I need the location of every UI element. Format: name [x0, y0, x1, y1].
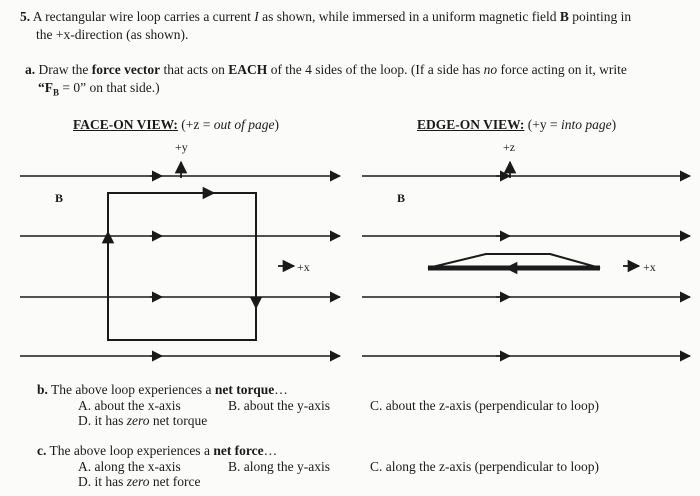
part-c-option-a[interactable]: A. along the x-axis — [78, 459, 181, 474]
face-field-label: B — [55, 191, 64, 205]
edge-axis-label-z: +z — [503, 140, 516, 154]
face-wire-loop — [108, 193, 256, 340]
problem-number: 5. — [20, 9, 31, 24]
part-a-bold-1: force vector — [91, 62, 161, 77]
part-a-text-2: that acts on — [160, 62, 229, 77]
part-c-option-b[interactable]: B. along the y-axis — [228, 459, 330, 474]
part-b-text: The above loop experiences a — [47, 382, 215, 397]
part-c-ellipsis: … — [263, 443, 278, 458]
face-axis-label-y: +y — [175, 140, 188, 154]
problem-statement-line2: the +x-direction (as shown). — [36, 27, 189, 42]
part-b-option-d-italic: zero — [126, 413, 150, 428]
edge-view-title: EDGE-ON VIEW: — [417, 117, 525, 132]
part-b-stem — [37, 382, 288, 398]
problem-text-2: as shown, while immersed in a uniform magnetic field — [258, 9, 560, 24]
edge-axis-label-x: +x — [643, 260, 656, 274]
edge-view-note-italic: into page — [561, 117, 612, 132]
edge-view-note-close: ) — [611, 117, 617, 132]
part-b-ellipsis: … — [274, 382, 288, 397]
part-b-option-b[interactable]: B. about the y-axis — [228, 398, 330, 413]
face-axis-label-x: +x — [297, 260, 310, 274]
part-c-option-c[interactable]: C. along the z-axis (perpendicular to loop) — [370, 459, 600, 474]
part-b-option-d-suffix: net torque — [149, 413, 208, 428]
part-b-option-d[interactable] — [78, 413, 207, 429]
part-c-option-d[interactable] — [78, 474, 200, 490]
part-b-option-d-prefix: D. it has — [78, 413, 127, 428]
part-c-text: The above loop experiences a — [46, 443, 214, 458]
face-current-arrows — [108, 193, 256, 308]
problem-text: A rectangular wire loop carries a current — [32, 9, 255, 24]
part-c-option-d-suffix: net force — [149, 474, 201, 489]
current-symbol: I — [254, 9, 259, 24]
part-a-italic: no — [483, 62, 498, 77]
problem-text-3: pointing in — [568, 9, 632, 24]
part-a-text: Draw the — [35, 62, 92, 77]
part-a-bold-2: EACH — [228, 62, 268, 77]
part-b-option-a[interactable]: A. about the x-axis — [78, 398, 181, 413]
force-subscript: B — [53, 87, 60, 98]
face-view-title: FACE-ON VIEW: — [73, 117, 178, 132]
part-a-text-4: force acting on it, write — [497, 62, 627, 77]
part-c-option-d-italic: zero — [126, 474, 150, 489]
part-c-label: c. — [37, 443, 47, 458]
part-b-bold: net torque — [214, 382, 275, 397]
part-c-bold: net force — [213, 443, 264, 458]
part-a-text-5: = 0” on that side.) — [59, 80, 160, 95]
edge-field-label: B — [397, 191, 406, 205]
edge-view-note: (+y = — [524, 117, 562, 132]
part-a-label: a. — [25, 62, 36, 77]
face-view-note: (+z = — [177, 117, 214, 132]
part-c-stem — [37, 443, 277, 459]
part-c-option-d-prefix: D. it has — [78, 474, 127, 489]
part-b-option-c[interactable]: C. about the z-axis (perpendicular to loop) — [370, 398, 600, 413]
force-symbol: “F — [38, 80, 53, 95]
field-symbol: B — [559, 9, 569, 24]
part-b-label: b. — [37, 382, 48, 397]
face-view-note-italic: out of page — [213, 117, 275, 132]
face-view-note-close: ) — [274, 117, 279, 132]
part-a-text-3: of the 4 sides of the loop. (If a side has — [267, 62, 484, 77]
